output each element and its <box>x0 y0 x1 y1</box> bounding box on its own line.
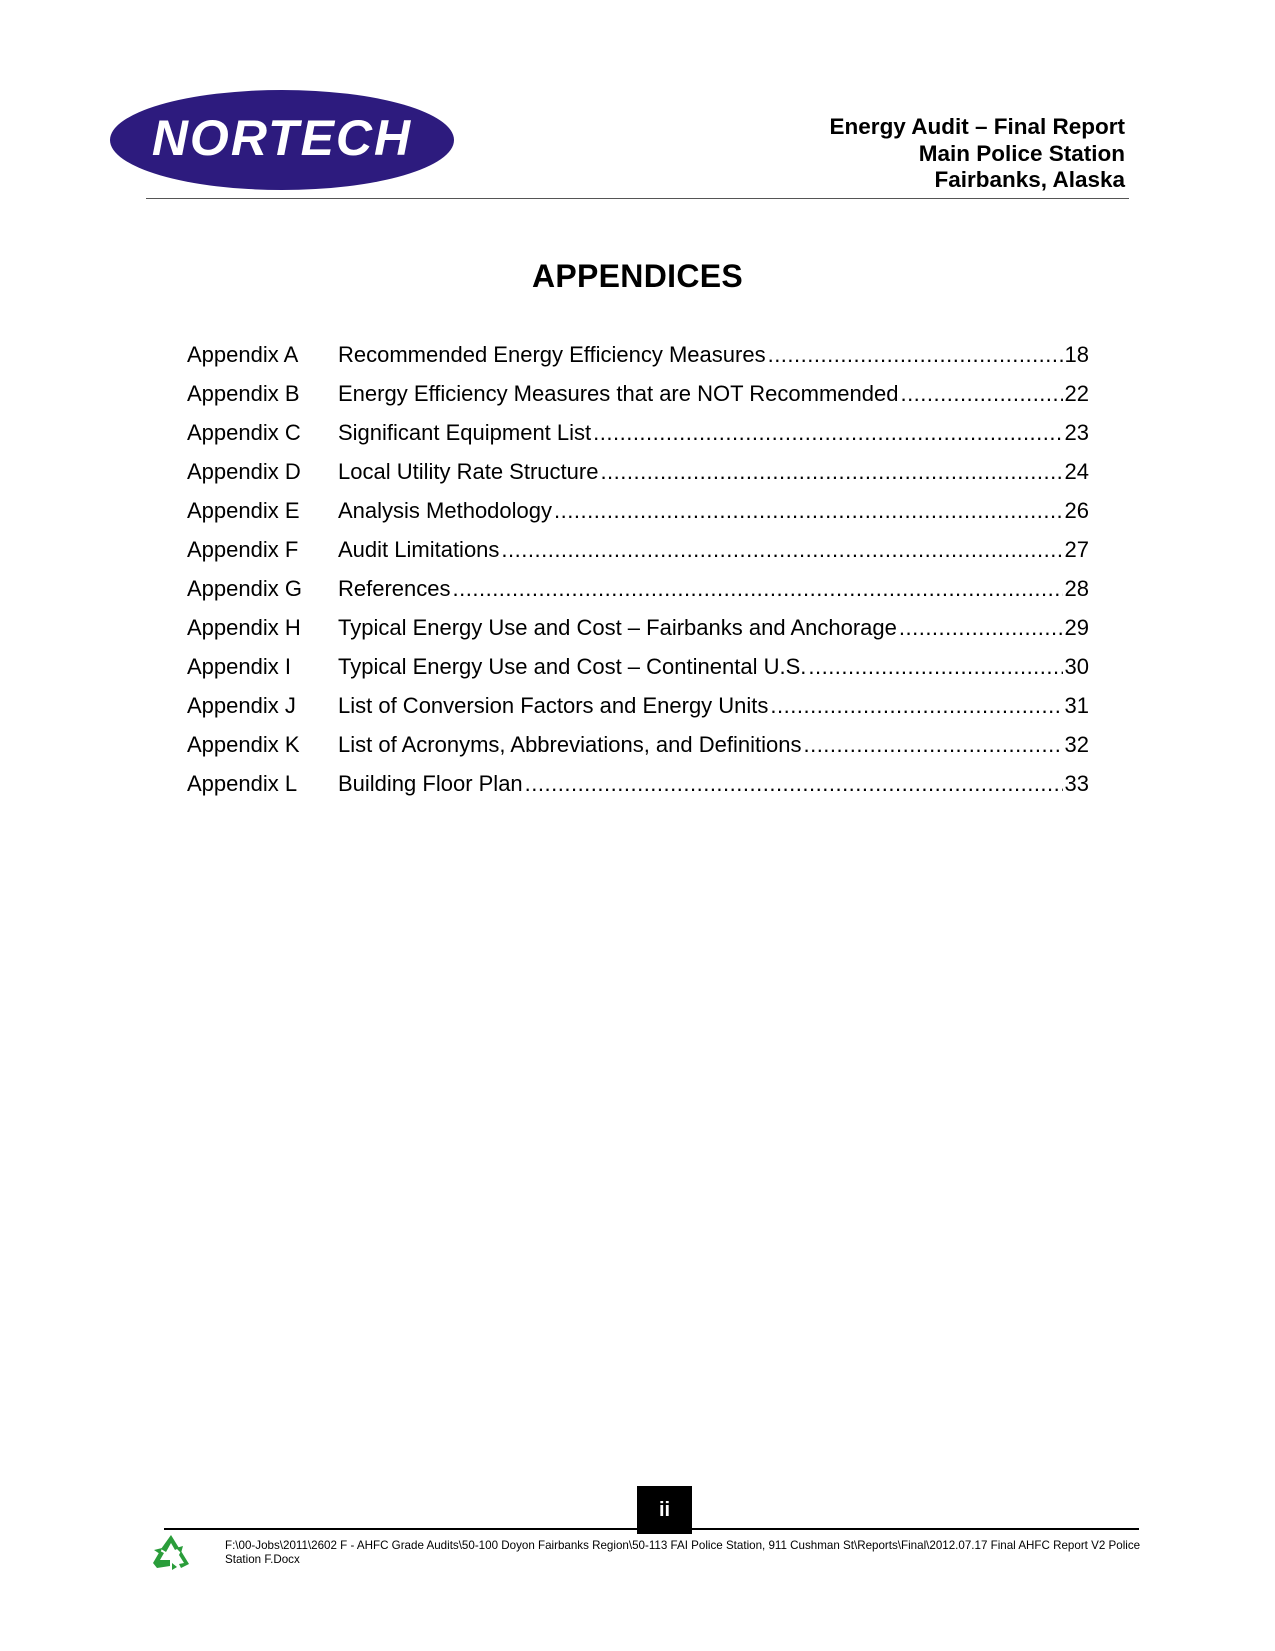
toc-page: 23 <box>1064 420 1089 445</box>
toc-title: Audit Limitations <box>338 537 500 562</box>
toc-page: 22 <box>1064 381 1089 406</box>
footer-divider <box>164 1528 1139 1530</box>
toc-page: 29 <box>1064 615 1089 640</box>
toc-label: Appendix B <box>187 381 300 406</box>
toc-leader <box>525 771 1063 797</box>
toc-leader <box>768 342 1063 368</box>
header-divider <box>146 198 1129 199</box>
toc-title: References <box>338 576 451 601</box>
toc-label: Appendix G <box>187 576 302 601</box>
toc-label: Appendix I <box>187 654 291 679</box>
toc-leader <box>600 459 1062 485</box>
toc-leader <box>593 420 1062 446</box>
toc-leader <box>900 381 1062 407</box>
toc-page: 24 <box>1064 459 1089 484</box>
toc-label: Appendix E <box>187 498 300 523</box>
toc-title: List of Acronyms, Abbreviations, and Definitions <box>338 732 802 757</box>
toc-title: Recommended Energy Efficiency Measures <box>338 342 766 367</box>
toc-title: Typical Energy Use and Cost – Fairbanks and Anchorage <box>338 615 897 640</box>
toc-page: 18 <box>1064 342 1089 367</box>
nortech-logo <box>108 88 456 192</box>
toc-page: 27 <box>1064 537 1089 562</box>
toc-label: Appendix L <box>187 771 298 796</box>
toc-label: Appendix K <box>187 732 300 757</box>
toc-row-k[interactable] <box>187 732 1089 771</box>
header-line-title: Energy Audit – Final Report <box>829 114 1125 139</box>
page-number: ii <box>637 1486 692 1534</box>
toc-row-a[interactable] <box>187 342 1089 381</box>
toc-title: Building Floor Plan <box>338 771 523 796</box>
toc-row-c[interactable] <box>187 420 1089 459</box>
toc-label: Appendix A <box>187 342 299 367</box>
toc-row-d[interactable] <box>187 459 1089 498</box>
toc-leader <box>554 498 1063 524</box>
appendix-toc <box>187 342 1089 810</box>
toc-title: Analysis Methodology <box>338 498 553 523</box>
toc-title: Local Utility Rate Structure <box>338 459 599 484</box>
toc-label: Appendix H <box>187 615 301 640</box>
toc-row-i[interactable] <box>187 654 1089 693</box>
toc-row-j[interactable] <box>187 693 1089 732</box>
toc-row-e[interactable] <box>187 498 1089 537</box>
toc-page: 30 <box>1064 654 1089 679</box>
toc-row-f[interactable] <box>187 537 1089 576</box>
toc-page: 26 <box>1064 498 1089 523</box>
toc-page: 33 <box>1064 771 1089 796</box>
toc-row-g[interactable] <box>187 576 1089 615</box>
toc-page: 28 <box>1064 576 1089 601</box>
header-line-building: Main Police Station <box>918 140 1125 166</box>
toc-row-h[interactable] <box>187 615 1089 654</box>
toc-title: Typical Energy Use and Cost – Continental U.S. <box>338 654 807 679</box>
toc-page: 32 <box>1064 732 1089 757</box>
toc-label: Appendix J <box>187 693 296 718</box>
file-path: F:\00-Jobs\2011\2602 F - AHFC Grade Audits\50-100 Doyon Fairbanks Region\50-113 FAI Police Station, 911 Cushman St\Reports\Final\2012.07.17 Final AHFC Report V2 Police Station F.Docx <box>225 1539 1141 1566</box>
toc-label: Appendix D <box>187 459 301 484</box>
toc-leader <box>899 615 1063 641</box>
toc-leader <box>770 693 1062 719</box>
toc-title: List of Conversion Factors and Energy Units <box>338 693 769 718</box>
toc-label: Appendix F <box>187 537 299 562</box>
toc-label: Appendix C <box>187 420 301 445</box>
toc-leader <box>501 537 1062 563</box>
recycle-icon <box>150 1533 192 1571</box>
toc-leader <box>803 732 1062 758</box>
toc-leader <box>808 654 1062 680</box>
toc-row-l[interactable] <box>187 771 1089 810</box>
toc-leader <box>453 576 1063 602</box>
logo-text: NORTECH <box>151 110 413 166</box>
header-line-location: Fairbanks, Alaska <box>934 167 1125 192</box>
toc-page: 31 <box>1064 693 1089 718</box>
toc-title: Significant Equipment List <box>338 420 592 445</box>
page-title: APPENDICES <box>531 258 744 294</box>
toc-title: Energy Efficiency Measures that are NOT Recommended <box>338 381 899 406</box>
report-header <box>830 114 1125 194</box>
toc-row-b[interactable] <box>187 381 1089 420</box>
